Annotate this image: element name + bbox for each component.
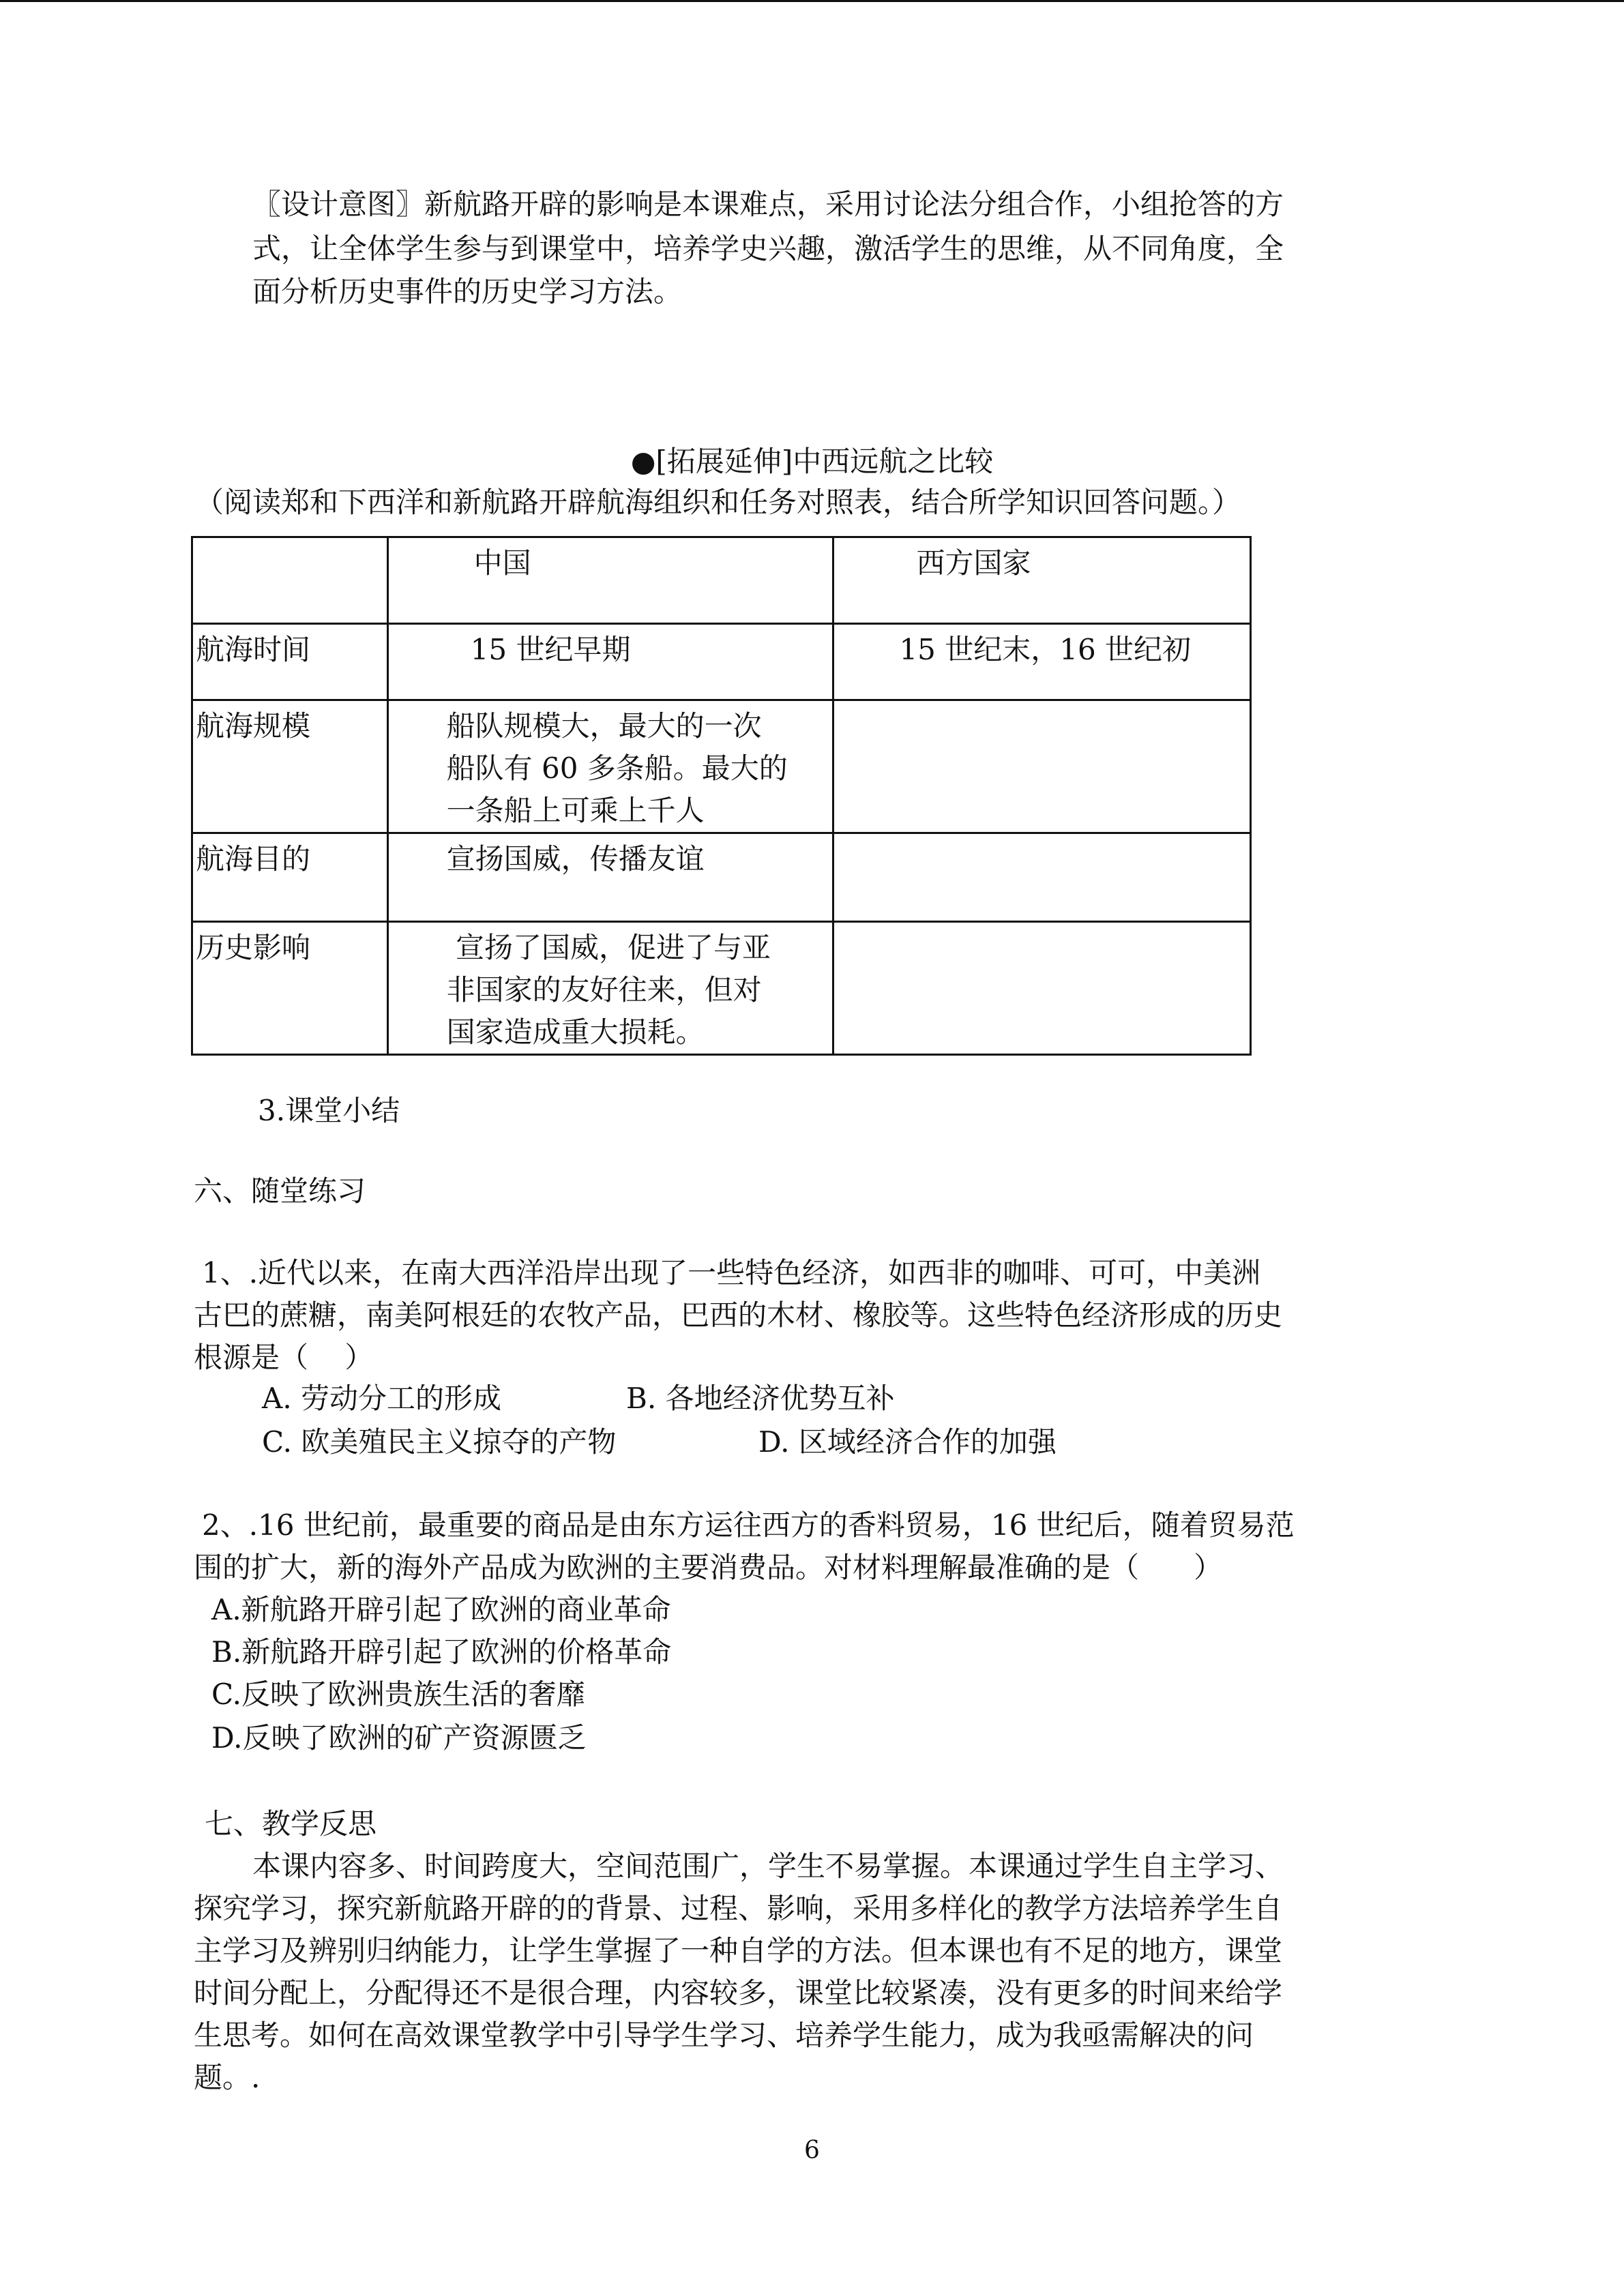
q1-line-3: 根源是（ ） (194, 1341, 374, 1374)
q1-line-1: 1、.近代以来，在南大西洋沿岸出现了一些特色经济，如西非的咖啡、可可，中美洲 (202, 1256, 1261, 1289)
row-label: 历史影响 (192, 922, 388, 1055)
west-cell-empty (833, 700, 1251, 833)
china-cell-line: 宣扬国威，传播友谊 (446, 842, 705, 876)
table-header-west: 西方国家 (833, 537, 1251, 624)
q1-option-c: C. 欧美殖民主义掠夺的产物 (262, 1425, 617, 1459)
q1-option-d: D. 区域经济合作的加强 (758, 1425, 1057, 1459)
q1-option-a: A. 劳动分工的形成 (262, 1382, 502, 1415)
west-cell-empty (833, 833, 1251, 922)
design-intent-line-3: 面分析历史事件的历史学习方法。 (252, 275, 683, 308)
table-row (192, 922, 1251, 1055)
table-header-china: 中国 (387, 537, 833, 624)
reflection-heading: 七、教学反思 (205, 1807, 377, 1840)
china-cell-line: 15 世纪早期 (470, 633, 631, 666)
table-header-empty (192, 537, 388, 624)
design-intent-line-1: 〖设计意图〗新航路开辟的影响是本课难点，采用讨论法分组合作，小组抢答的方 (252, 188, 1284, 221)
china-cell-line: 船队规模大，最大的一次 (446, 709, 762, 743)
extension-instruction: （阅读郑和下西洋和新航路开辟航海组织和任务对照表，结合所学知识回答问题。） (195, 486, 1241, 519)
top-border-line (0, 0, 1624, 2)
design-intent-line-2: 式，让全体学生参与到课堂中，培养学史兴趣，激活学生的思维，从不同角度，全 (252, 232, 1284, 265)
row-label: 航海规模 (192, 700, 388, 833)
q2-option-b: B.新航路开辟引起了欧洲的价格革命 (211, 1635, 672, 1669)
summary-heading: 3.课堂小结 (258, 1094, 400, 1127)
practice-heading: 六、随堂练习 (194, 1174, 366, 1208)
q2-option-c: C.反映了欧洲贵族生活的奢靡 (211, 1678, 585, 1711)
reflection-line-4: 时间分配上，分配得还不是很合理，内容较多，课堂比较紧凑，没有更多的时间来给学 (194, 1976, 1283, 2010)
q2-option-d: D.反映了欧洲的矿产资源匮乏 (211, 1721, 587, 1755)
china-cell-line: 一条船上可乘上千人 (446, 794, 705, 827)
china-cell (387, 833, 833, 922)
table-header-row (192, 537, 1251, 624)
row-label: 航海时间 (192, 624, 388, 700)
table-row (192, 624, 1251, 700)
table-row (192, 700, 1251, 833)
table-row (192, 833, 1251, 922)
q2-option-a: A.新航路开辟引起了欧洲的商业革命 (211, 1593, 671, 1626)
comparison-table (191, 536, 1252, 1056)
china-cell-line: 宣扬了国威，促进了与亚 (446, 931, 771, 964)
q2-line-1: 2、.16 世纪前，最重要的商品是由东方运往西方的香料贸易，16 世纪后，随着贸易范 (202, 1508, 1295, 1542)
west-cell-line: 15 世纪末，16 世纪初 (899, 633, 1192, 666)
extension-title: ●[拓展延伸]中西远航之比较 (630, 445, 994, 478)
row-label: 航海目的 (192, 833, 388, 922)
west-cell-empty (833, 922, 1251, 1055)
china-cell (387, 922, 833, 1055)
page-number: 6 (804, 2136, 820, 2164)
reflection-line-3: 主学习及辨别归纳能力，让学生掌握了一种自学的方法。但本课也有不足的地方，课堂 (194, 1934, 1283, 1967)
q2-line-2: 围的扩大，新的海外产品成为欧洲的主要消费品。对材料理解最准确的是（ ） (194, 1551, 1223, 1584)
reflection-line-1: 本课内容多、时间跨度大，空间范围广，学生不易掌握。本课通过学生自主学习、 (252, 1849, 1284, 1883)
q1-option-b: B. 各地经济优势互补 (626, 1382, 895, 1415)
china-cell-line: 非国家的友好往来，但对 (446, 973, 762, 1007)
reflection-line-2: 探究学习，探究新航路开辟的的背景、过程、影响，采用多样化的教学方法培养学生自 (194, 1892, 1283, 1925)
china-cell-line: 国家造成重大损耗。 (446, 1015, 705, 1049)
china-cell (387, 700, 833, 833)
china-cell-line: 船队有 60 多条船。最大的 (446, 751, 788, 785)
q1-line-2: 古巴的蔗糖，南美阿根廷的农牧产品，巴西的木材、橡胶等。这些特色经济形成的历史 (194, 1298, 1283, 1332)
west-cell (833, 624, 1251, 700)
reflection-line-6: 题。. (194, 2061, 261, 2094)
reflection-line-5: 生思考。如何在高效课堂教学中引导学生学习、培养学生能力，成为我亟需解决的问 (194, 2018, 1254, 2052)
china-cell (387, 624, 833, 700)
